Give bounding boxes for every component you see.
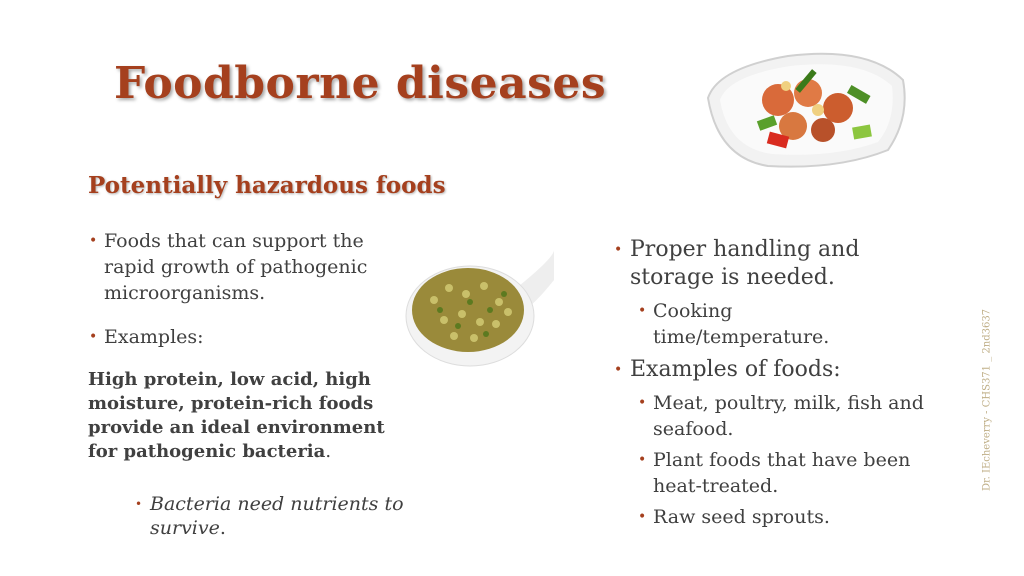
bullet-text: Raw seed sprouts.: [653, 506, 830, 528]
sprouts-spoon-image: [404, 250, 554, 372]
bullet-text: Examples:: [104, 326, 204, 348]
bullet-icon: •: [89, 329, 98, 345]
bullet-icon: •: [135, 497, 143, 511]
shrimp-stir-fry-image: [698, 38, 914, 176]
bullet-examples: [89, 324, 304, 350]
bullet-icon: •: [614, 362, 623, 378]
bullet-period: .: [219, 517, 226, 539]
bullet-bacteria-nutrients: [135, 492, 420, 540]
sub-bullet-cooking: [638, 298, 913, 350]
bullet-proper-handling: [614, 236, 920, 292]
bullet-text: Examples of foods:: [630, 357, 841, 382]
sub-bullet-plant-foods: [638, 447, 933, 499]
examples-period: .: [325, 441, 332, 462]
sidebar-credit-text: Dr. IEcheverry - CHS371 _ 2nd3637: [981, 308, 993, 492]
bullet-icon: •: [638, 452, 647, 468]
bullet-foods-support-growth: [89, 228, 414, 306]
bullet-text: Proper handling and storage is needed.: [630, 237, 860, 290]
section-heading: Potentially hazardous foods: [88, 172, 446, 199]
bullet-icon: •: [638, 303, 647, 319]
bullet-examples-of-foods: [614, 356, 920, 384]
bullet-text: Foods that can support the rapid growth of pathogenic microorganisms.: [104, 230, 368, 304]
slide-title: Foodborne diseases: [114, 58, 607, 109]
examples-description: [88, 368, 408, 464]
bullet-text: Bacteria need nutrients to survive: [150, 493, 404, 539]
examples-bold-text: High protein, low acid, high moisture, protein-rich foods provide an ideal environment for pathogenic bacteria: [88, 369, 385, 462]
bullet-icon: •: [89, 233, 98, 249]
sub-bullet-seed-sprouts: [638, 504, 933, 530]
bullet-icon: •: [638, 395, 647, 411]
sub-bullet-meat: [638, 390, 933, 442]
bullet-icon: •: [614, 242, 623, 258]
bullet-icon: •: [638, 509, 647, 525]
sidebar-credit: [980, 300, 994, 500]
bullet-text: Cooking time/temperature.: [653, 300, 830, 348]
bullet-text: Meat, poultry, milk, fish and seafood.: [653, 392, 924, 440]
bullet-text: Plant foods that have been heat-treated.: [653, 449, 911, 497]
